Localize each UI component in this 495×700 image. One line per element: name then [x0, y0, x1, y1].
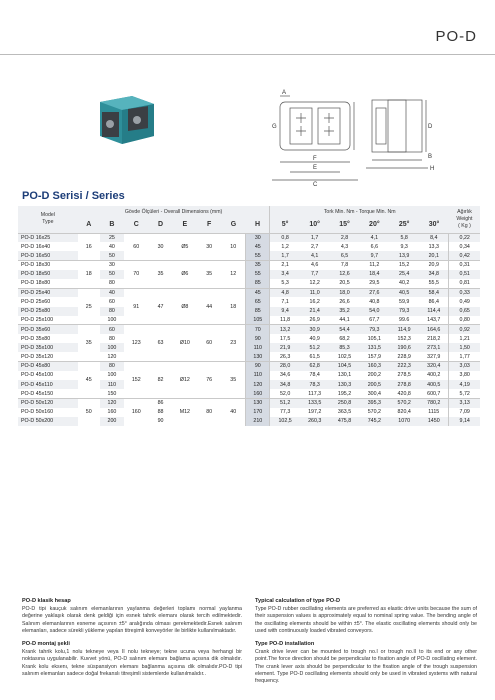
dim-b-cell: 100 [100, 371, 124, 380]
drawing-label-b: B [428, 154, 433, 160]
torque-cell: 6,6 [359, 242, 389, 251]
drawing-label-h: H [430, 166, 435, 172]
torque-cell: 34,8 [270, 380, 300, 389]
torque-angle-header: 5° [270, 217, 300, 233]
dim-a-cell: 35 [78, 325, 100, 362]
torque-cell: 51,2 [270, 398, 300, 407]
dim-h-cell: 110 [246, 371, 270, 380]
torque-cell: 58,4 [419, 288, 449, 297]
torque-cell: 2,8 [330, 233, 360, 242]
dim-f-cell: 35 [197, 261, 221, 289]
torque-cell: 131,5 [359, 343, 389, 352]
dim-h-cell: 85 [246, 307, 270, 316]
model-cell: PO-D 25x100 [18, 316, 78, 325]
model-cell: PO-D 45x110 [18, 380, 78, 389]
dim-h-cell: 45 [246, 288, 270, 297]
table-row [18, 398, 480, 407]
torque-cell: 420,8 [389, 389, 419, 398]
torque-cell: 114,9 [389, 325, 419, 334]
torque-cell: 30,9 [300, 325, 330, 334]
dim-c-cell: 152 [124, 362, 148, 399]
torque-cell: 40,8 [359, 297, 389, 306]
dim-h-cell: 130 [246, 352, 270, 361]
dim-g-cell: 12 [221, 261, 245, 289]
dim-h-cell: 35 [246, 261, 270, 270]
torque-cell: 133,5 [300, 398, 330, 407]
model-cell: PO-D 50x120 [18, 398, 78, 407]
dim-b-cell: 100 [100, 316, 124, 325]
torque-cell: 300,4 [359, 389, 389, 398]
weight-cell: 0,34 [449, 242, 480, 251]
dim-e-cell: Ø12 [173, 362, 197, 399]
torque-cell: 20,9 [419, 261, 449, 270]
tr-mount-body: Krank tahrik kolu,1 nolu tekneye veya II nolu tekneye; tekne ucuna veya herhangi bir noktasına uygulanabilir. Kuvvet yönü, PO-D salınım elemanı bağlama açısına dik olmalıdır. Krank kolu eksenı, tekne süspansiyon elemanı bağlanma açısına dik olmalıdır.PO-D tipi salınım elemanları sadece doğal frekanslı titreşimli sistemlerde kullanılmalıdır.. [22, 649, 242, 677]
dim-a-cell: 45 [78, 362, 100, 399]
dim-h-cell: 90 [246, 362, 270, 371]
torque-cell: 28,0 [270, 362, 300, 371]
dim-b-cell: 60 [100, 297, 124, 306]
torque-cell: 17,5 [270, 334, 300, 343]
torque-cell: 15,2 [389, 261, 419, 270]
torque-cell: 77,3 [270, 408, 300, 417]
dim-d-cell: 90 [148, 417, 172, 426]
dim-a-cell: 18 [78, 261, 100, 289]
torque-cell: 26,9 [300, 316, 330, 325]
dim-letter-header: G [221, 217, 245, 233]
dim-b-cell: 110 [100, 380, 124, 389]
torque-cell: 2,1 [270, 261, 300, 270]
header-divider [0, 54, 495, 55]
table-row [18, 325, 480, 334]
weight-cell: 3,03 [449, 362, 480, 371]
torque-cell: 44,1 [330, 316, 360, 325]
torque-cell: 278,5 [389, 371, 419, 380]
torque-cell: 11,8 [270, 316, 300, 325]
torque-cell: 1115 [419, 408, 449, 417]
weight-cell: 1,21 [449, 334, 480, 343]
torque-cell: 86,4 [419, 297, 449, 306]
weight-cell: 3,13 [449, 398, 480, 407]
dim-letter-header: A [78, 217, 100, 233]
model-cell: PO-D 35x100 [18, 343, 78, 352]
torque-cell: 85,3 [330, 343, 360, 352]
torque-angle-header: 30° [419, 217, 449, 233]
torque-angle-header: 15° [330, 217, 360, 233]
dim-b-cell: 120 [100, 398, 124, 407]
series-title: PO-D Serisi / Series [22, 190, 125, 202]
torque-cell: 1,7 [300, 233, 330, 242]
dim-h-cell: 210 [246, 417, 270, 426]
weight-header: Ağırlık Weight ( Kg ) [449, 206, 480, 233]
dim-b-cell: 80 [100, 279, 124, 288]
torque-cell: 12,6 [330, 270, 360, 279]
dim-h-cell: 90 [246, 334, 270, 343]
en-mount-title: Type PO-D installation [255, 641, 315, 648]
torque-cell: 52,0 [270, 389, 300, 398]
weight-cell: 9,14 [449, 417, 480, 426]
torque-cell: 40,5 [389, 288, 419, 297]
dim-b-cell: 30 [100, 261, 124, 270]
dim-e-cell: Ø5 [173, 233, 197, 261]
torque-cell: 13,3 [419, 242, 449, 251]
torque-cell: 59,9 [389, 297, 419, 306]
torque-cell: 218,2 [419, 334, 449, 343]
dim-g-cell: 18 [221, 288, 245, 325]
torque-cell: 143,7 [419, 316, 449, 325]
weight-cell: 7,09 [449, 408, 480, 417]
torque-cell: 3,4 [270, 270, 300, 279]
drawing-label-g: G [272, 124, 277, 130]
torque-cell: 820,4 [389, 408, 419, 417]
dim-b-cell: 40 [100, 242, 124, 251]
torque-cell: 9,3 [389, 242, 419, 251]
weight-cell: 4,19 [449, 380, 480, 389]
model-cell: PO-D 18x80 [18, 279, 78, 288]
torque-header: Tork Min. Nm - Torque Min. Nm [270, 206, 449, 217]
torque-cell: 4,3 [330, 242, 360, 251]
torque-angle-header: 25° [389, 217, 419, 233]
dim-g-cell: 10 [221, 233, 245, 261]
model-cell: PO-D 45x100 [18, 371, 78, 380]
torque-cell: 40,9 [300, 334, 330, 343]
en-mount-body: Crank drive lever can be mounted to trough no.I or trough no.II to its end or any other point.The force direction should be perpendicular to fixation angle of PO-D oscillating element. The crank lever axis should be perpendicular to the fixation angle of the trough suspension element. Type PO-D oscillating elements should only be used in vibrated systems with natural frequency. [255, 649, 477, 685]
torque-cell: 152,3 [389, 334, 419, 343]
dim-h-cell: 160 [246, 389, 270, 398]
torque-cell: 570,2 [389, 398, 419, 407]
torque-cell: 400,2 [419, 371, 449, 380]
dim-d-cell: 47 [148, 288, 172, 325]
dim-b-cell: 100 [100, 343, 124, 352]
torque-cell: 7,1 [270, 297, 300, 306]
torque-cell: 34,6 [270, 371, 300, 380]
torque-cell: 260,3 [300, 417, 330, 426]
page-header-title: PO-D [435, 28, 477, 45]
dim-b-cell: 80 [100, 334, 124, 343]
drawing-label-f: F [313, 156, 317, 162]
torque-cell: 200,5 [359, 380, 389, 389]
model-cell: PO-D 25x60 [18, 297, 78, 306]
torque-cell: 7,8 [330, 261, 360, 270]
model-cell: PO-D 35x60 [18, 325, 78, 334]
dim-b-cell: 50 [100, 270, 124, 279]
torque-cell: 7,7 [300, 270, 330, 279]
torque-cell: 4,1 [359, 233, 389, 242]
torque-cell: 9,7 [359, 251, 389, 260]
torque-cell: 54,0 [359, 307, 389, 316]
torque-cell: 99.6 [389, 316, 419, 325]
dim-d-cell: 86 [148, 398, 172, 407]
table-row [18, 288, 480, 297]
torque-cell: 18,4 [359, 270, 389, 279]
dim-h-cell: 110 [246, 343, 270, 352]
torque-cell: 4,8 [270, 288, 300, 297]
torque-cell: 278,8 [389, 380, 419, 389]
weight-cell: 0,92 [449, 325, 480, 334]
torque-cell: 8,4 [419, 233, 449, 242]
dim-e-cell: Ø8 [173, 288, 197, 325]
torque-cell: 35,2 [330, 307, 360, 316]
torque-cell: 160,3 [359, 362, 389, 371]
dim-b-cell: 200 [100, 417, 124, 426]
dim-h-cell: 85 [246, 279, 270, 288]
dim-c-cell: 91 [124, 288, 148, 325]
torque-cell: 51,2 [300, 343, 330, 352]
dim-d-cell: 88 [148, 408, 172, 417]
dim-a-cell: 16 [78, 233, 100, 261]
torque-cell: 104,5 [330, 362, 360, 371]
torque-cell: 130,1 [330, 371, 360, 380]
dim-h-cell: 55 [246, 251, 270, 260]
en-calc-body: Type PO-D rubber oscillating elements are preferred as elastic drive units because the sum of their suspension values is approximately equal to nominal spring value. The bending angle of the oscillating elements should be within ±5°. The elastic oscillating elements should only be used with continuously loaded vibrated conveyors. [255, 606, 477, 634]
dim-g-cell: 40 [221, 398, 245, 426]
drawing-label-a: A [282, 90, 287, 96]
torque-cell: 4,1 [300, 251, 330, 260]
dim-b-cell: 80 [100, 362, 124, 371]
torque-cell: 117,3 [300, 389, 330, 398]
torque-cell: 400,5 [419, 380, 449, 389]
drawing-label-c: C [313, 182, 318, 188]
torque-cell: 13,2 [270, 325, 300, 334]
dim-b-cell: 80 [100, 307, 124, 316]
torque-cell: 11,2 [359, 261, 389, 270]
dim-e-cell: M12 [173, 398, 197, 426]
torque-cell: 9,4 [270, 307, 300, 316]
weight-cell: 0,42 [449, 251, 480, 260]
torque-cell: 475,8 [330, 417, 360, 426]
torque-cell: 25,4 [389, 270, 419, 279]
model-cell: PO-D 35x120 [18, 352, 78, 361]
torque-cell: 114,4 [419, 307, 449, 316]
weight-cell: 0,22 [449, 233, 480, 242]
weight-cell: 0,51 [449, 270, 480, 279]
dim-h-cell: 105 [246, 316, 270, 325]
model-cell: PO-D 16x40 [18, 242, 78, 251]
dim-e-cell: Ø6 [173, 261, 197, 289]
dim-letter-header: C [124, 217, 148, 233]
torque-cell: 105,1 [359, 334, 389, 343]
torque-cell: 12,2 [300, 279, 330, 288]
torque-angle-header: 10° [300, 217, 330, 233]
dim-b-cell: 160 [100, 408, 124, 417]
torque-cell: 102,5 [330, 352, 360, 361]
dim-a-cell: 25 [78, 288, 100, 325]
torque-cell: 780,2 [419, 398, 449, 407]
dim-b-cell: 50 [100, 251, 124, 260]
product-photo [92, 92, 162, 152]
drawing-label-e: E [313, 165, 318, 171]
dim-g-cell: 35 [221, 362, 245, 399]
dim-b-cell: 120 [100, 352, 124, 361]
dims-header: Gövde Ölçüleri - Overall Dimensions (mm) [78, 206, 270, 217]
dim-b-cell: 150 [100, 389, 124, 398]
table-row [18, 362, 480, 371]
turkish-text-block [22, 598, 242, 684]
dim-h-cell: 70 [246, 325, 270, 334]
weight-cell: 0,65 [449, 307, 480, 316]
dim-f-cell: 30 [197, 233, 221, 261]
weight-cell: 1,77 [449, 352, 480, 361]
dim-g-cell: 23 [221, 325, 245, 362]
torque-cell: 5,8 [389, 233, 419, 242]
model-cell: PO-D 35x80 [18, 334, 78, 343]
torque-cell: 0,8 [270, 233, 300, 242]
torque-cell: 13,9 [389, 251, 419, 260]
torque-cell: 20,1 [419, 251, 449, 260]
torque-cell: 79,3 [359, 325, 389, 334]
torque-cell: 327,9 [419, 352, 449, 361]
weight-cell: 0,31 [449, 261, 480, 270]
dim-b-cell: 60 [100, 325, 124, 334]
torque-cell: 1,7 [270, 251, 300, 260]
model-cell: PO-D 25x80 [18, 307, 78, 316]
weight-cell: 1,50 [449, 343, 480, 352]
torque-cell: 363,5 [330, 408, 360, 417]
torque-cell: 4,6 [300, 261, 330, 270]
torque-cell: 18,0 [330, 288, 360, 297]
dim-letter-header: D [148, 217, 172, 233]
torque-cell: 600,7 [419, 389, 449, 398]
dim-h-cell: 55 [246, 270, 270, 279]
model-cell: PO-D 45x150 [18, 389, 78, 398]
torque-cell: 34,8 [419, 270, 449, 279]
torque-cell: 2,7 [300, 242, 330, 251]
torque-cell: 29,5 [359, 279, 389, 288]
torque-cell: 16,2 [300, 297, 330, 306]
model-cell: PO-D 16x50 [18, 251, 78, 260]
model-cell: PO-D 25x40 [18, 288, 78, 297]
dim-h-cell: 65 [246, 297, 270, 306]
torque-cell: 320,4 [419, 362, 449, 371]
torque-cell: 26,6 [330, 297, 360, 306]
model-type-header: Model Type [18, 206, 78, 233]
weight-cell: 0,33 [449, 288, 480, 297]
dim-d-cell: 30 [148, 233, 172, 261]
tr-calc-title: PO-D klasik hesap [22, 598, 71, 604]
torque-cell: 40,2 [389, 279, 419, 288]
dim-f-cell: 80 [197, 398, 221, 426]
dim-d-cell: 63 [148, 325, 172, 362]
model-cell: PO-D 45x80 [18, 362, 78, 371]
torque-cell: 197,2 [300, 408, 330, 417]
dim-c-cell: 123 [124, 325, 148, 362]
torque-cell: 21,4 [300, 307, 330, 316]
dim-h-cell: 120 [246, 380, 270, 389]
torque-cell: 164,6 [419, 325, 449, 334]
torque-cell: 130,3 [330, 380, 360, 389]
torque-cell: 228,9 [389, 352, 419, 361]
dim-letter-header: F [197, 217, 221, 233]
torque-cell: 570,2 [359, 408, 389, 417]
torque-cell: 67,7 [359, 316, 389, 325]
torque-cell: 20,5 [330, 279, 360, 288]
dim-d-cell: 35 [148, 261, 172, 289]
torque-cell: 273,1 [419, 343, 449, 352]
dim-a-cell: 50 [78, 398, 100, 426]
torque-cell: 190,6 [389, 343, 419, 352]
dim-e-cell: Ø10 [173, 325, 197, 362]
weight-cell: 0,80 [449, 316, 480, 325]
weight-cell: 0,49 [449, 297, 480, 306]
drawing-label-d: D [428, 124, 433, 130]
dim-letter-header: H [246, 217, 270, 233]
torque-cell: 1070 [389, 417, 419, 426]
torque-cell: 68,2 [330, 334, 360, 343]
dim-f-cell: 44 [197, 288, 221, 325]
torque-cell: 26,3 [270, 352, 300, 361]
torque-cell: 78,3 [300, 380, 330, 389]
model-cell: PO-D 18x50 [18, 270, 78, 279]
torque-cell: 6,5 [330, 251, 360, 260]
torque-cell: 745,2 [359, 417, 389, 426]
dim-letter-header: B [100, 217, 124, 233]
table-row [18, 261, 480, 270]
torque-cell: 55,5 [419, 279, 449, 288]
dim-d-cell: 82 [148, 362, 172, 399]
dim-h-cell: 45 [246, 242, 270, 251]
torque-cell: 1,2 [270, 242, 300, 251]
table-row [18, 233, 480, 242]
torque-cell: 27,6 [359, 288, 389, 297]
torque-cell: 250,8 [330, 398, 360, 407]
torque-cell: 79,3 [389, 307, 419, 316]
torque-cell: 200,2 [359, 371, 389, 380]
torque-cell: 11,0 [300, 288, 330, 297]
torque-cell: 195,2 [330, 389, 360, 398]
torque-cell: 78,4 [300, 371, 330, 380]
dim-c-cell: 160 [124, 398, 148, 426]
tr-calc-body: PO-D tipi kauçuk salınım elemanlarının yaylanma değerleri toplamı normal yaylanma değerine yaklaşık olarak denk geldiği için esnek tahrik elemanı olarak tercih edilmektedir. Salınım elemanlarının esneme açısının ±5° aralığında olması gerekmektedir.Esnek salınım elemanları, sadece sürekli yükleme yapılan titreşimli konveyörler ile birlikte kullanılmaktadır. [22, 606, 242, 634]
dim-b-cell: 40 [100, 288, 124, 297]
torque-cell: 222,3 [389, 362, 419, 371]
model-cell: PO-D 16x25 [18, 233, 78, 242]
torque-cell: 102,5 [270, 417, 300, 426]
tr-mount-title: PO-D montaj şekli [22, 641, 70, 648]
dim-letter-header: E [173, 217, 197, 233]
dim-h-cell: 170 [246, 408, 270, 417]
model-cell: PO-D 50x200 [18, 417, 78, 426]
torque-cell: 395,3 [359, 398, 389, 407]
torque-cell: 54,4 [330, 325, 360, 334]
torque-angle-header: 20° [359, 217, 389, 233]
dim-f-cell: 60 [197, 325, 221, 362]
dim-c-cell: 70 [124, 261, 148, 289]
weight-cell: 3,80 [449, 371, 480, 380]
dim-f-cell: 76 [197, 362, 221, 399]
dim-h-cell: 130 [246, 398, 270, 407]
dim-b-cell: 25 [100, 233, 124, 242]
torque-cell: 157,9 [359, 352, 389, 361]
weight-cell: 0,81 [449, 279, 480, 288]
english-text-block [255, 598, 477, 691]
weight-cell: 5,72 [449, 389, 480, 398]
torque-cell: 61,5 [300, 352, 330, 361]
torque-cell: 21,9 [270, 343, 300, 352]
en-calc-title: Typical calculation of type PO-D [255, 598, 341, 604]
dim-h-cell: 30 [246, 233, 270, 242]
model-cell: PO-D 18x30 [18, 261, 78, 270]
torque-cell: 5,3 [270, 279, 300, 288]
torque-cell: 62,8 [300, 362, 330, 371]
technical-drawing [258, 88, 480, 198]
torque-cell: 1450 [419, 417, 449, 426]
dim-c-cell: 60 [124, 233, 148, 261]
spec-table [18, 206, 480, 426]
model-cell: PO-D 50x160 [18, 408, 78, 417]
